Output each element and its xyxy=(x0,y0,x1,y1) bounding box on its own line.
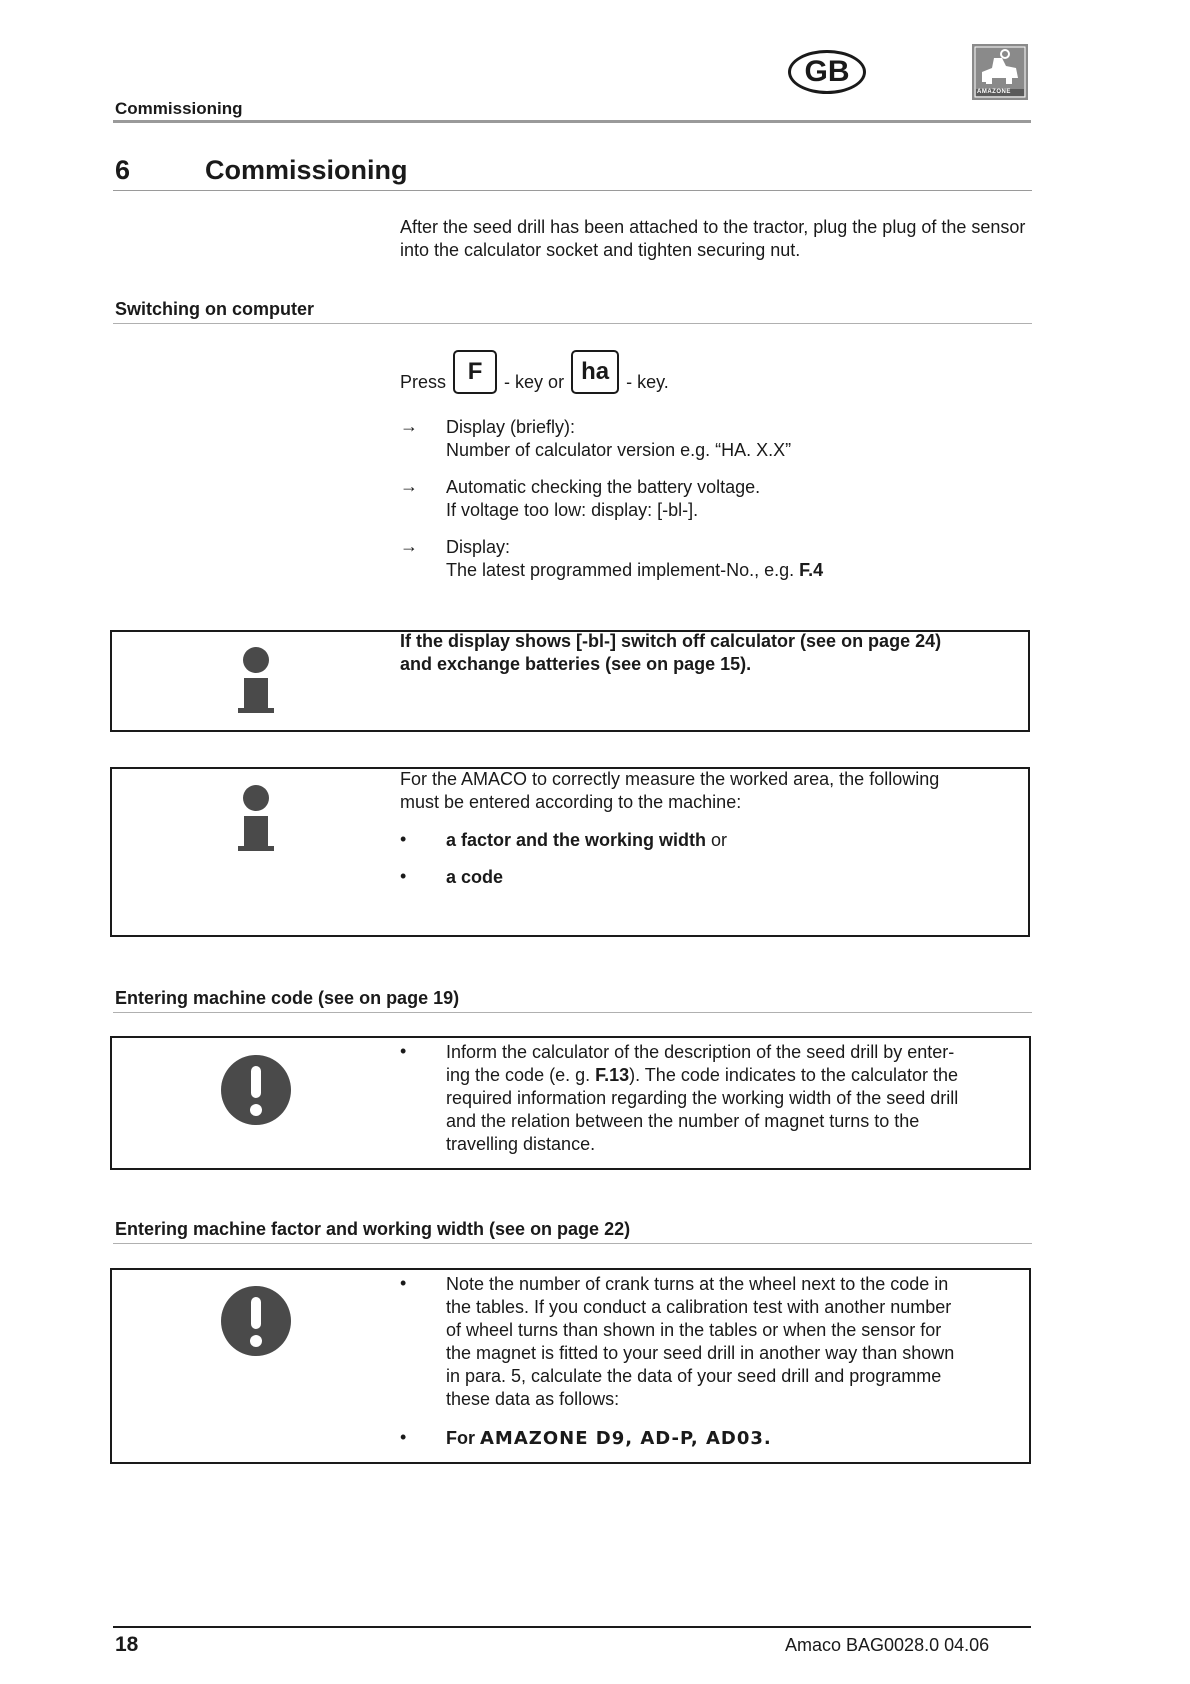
press-line xyxy=(400,350,669,400)
step-3-line1: Display: xyxy=(446,537,511,557)
bullet-icon: • xyxy=(400,1041,407,1061)
step-2-line2: If voltage too low: display: [-bl-]. xyxy=(446,500,699,520)
code-line-5: travelling distance. xyxy=(446,1134,596,1154)
machine-factor-text xyxy=(446,1273,1031,1411)
header-rule xyxy=(113,120,1031,123)
note-1-line1: If the display shows [-bl-] switch off calculator (see on page 24) xyxy=(400,631,942,651)
exclamation-icon xyxy=(220,1054,292,1131)
item-1-bold: a factor and the working width xyxy=(446,830,707,850)
factor-line-1: Note the number of crank turns at the wheel next to the code in xyxy=(446,1274,949,1294)
code-example: F.13 xyxy=(595,1065,630,1085)
running-header: Commissioning xyxy=(115,99,243,118)
language-badge: GB xyxy=(788,50,866,94)
bullet-icon: • xyxy=(400,866,407,886)
bullet-icon: • xyxy=(400,829,407,849)
code-line-3: required information regarding the working width of the seed drill xyxy=(446,1088,959,1108)
switching-rule xyxy=(113,323,1032,324)
note-2-line1: For the AMACO to correctly measure the worked area, the following xyxy=(400,769,940,789)
key-or-text: - key or xyxy=(504,372,565,392)
factor-line-5: in para. 5, calculate the data of your seed drill and programme xyxy=(446,1366,942,1386)
chapter-title: Commissioning xyxy=(205,155,408,185)
chapter-number: 6 xyxy=(115,155,131,185)
ha-key-icon: ha xyxy=(571,350,619,394)
bullet-icon: • xyxy=(400,1427,407,1447)
item-1-rest: or xyxy=(706,830,728,850)
machine-code-heading: Entering machine code (see on page 19) xyxy=(115,988,460,1008)
step-3-prefix: The latest programmed implement-No., e.g. xyxy=(446,560,800,580)
machine-code-rule xyxy=(113,1012,1032,1013)
step-1-line1: Display (briefly): xyxy=(446,417,576,437)
models-line xyxy=(446,1427,772,1450)
factor-line-3: of wheel turns than shown in the tables or when the sensor for xyxy=(446,1320,942,1340)
machine-code-text xyxy=(446,1041,1031,1156)
code-line-1: Inform the calculator of the description of the seed drill by enter- xyxy=(446,1042,955,1062)
note-2-item-2: a code xyxy=(446,867,504,887)
machine-factor-heading: Entering machine factor and working width (see on page 22) xyxy=(115,1219,631,1239)
model-names: AMAZONE D9, AD-P, AD03. xyxy=(480,1428,772,1449)
code-line-2-pre: ing the code (e. g. xyxy=(446,1065,596,1085)
f-key-icon: F xyxy=(453,350,497,394)
footer-rule xyxy=(113,1626,1031,1628)
factor-line-6: these data as follows: xyxy=(446,1389,620,1409)
info-icon xyxy=(236,783,276,858)
arrow-icon: → xyxy=(400,536,418,556)
step-1 xyxy=(446,416,791,462)
factor-line-4: the magnet is fitted to your seed drill in another way than shown xyxy=(446,1343,955,1363)
note-2-text xyxy=(400,768,1025,814)
note-2-line2: must be entered according to the machine: xyxy=(400,792,742,812)
step-2-line1: Automatic checking the battery voltage. xyxy=(446,477,761,497)
amazone-logo xyxy=(972,44,1028,100)
note-2-item-1 xyxy=(446,829,727,852)
code-line-4: and the relation between the number of magnet turns to the xyxy=(446,1111,920,1131)
step-3-line2 xyxy=(446,559,823,582)
bullet-icon: • xyxy=(400,1273,407,1293)
note-1-text xyxy=(400,630,1025,676)
for-label: For xyxy=(446,1428,480,1448)
exclamation-icon xyxy=(220,1285,292,1362)
key-end-text: - key. xyxy=(626,372,669,392)
page-number: 18 xyxy=(115,1633,139,1656)
step-3 xyxy=(446,536,823,582)
arrow-icon: → xyxy=(400,416,418,436)
code-line-2-post: ). The code indicates to the calculator the xyxy=(629,1065,959,1085)
info-icon xyxy=(236,645,276,720)
document-reference: Amaco BAG0028.0 04.06 xyxy=(785,1635,990,1655)
press-text: Press xyxy=(400,372,447,392)
machine-factor-rule xyxy=(113,1243,1032,1244)
note-1-line2: and exchange batteries (see on page 15). xyxy=(400,654,752,674)
code-line-2 xyxy=(446,1064,1031,1087)
intro-paragraph: After the seed drill has been attached to the tractor, plug the plug of the sensor into the calculator socket and tighten securing nut. xyxy=(400,217,1026,260)
switching-heading: Switching on computer xyxy=(115,299,315,319)
factor-line-2: the tables. If you conduct a calibration test with another number xyxy=(446,1297,952,1317)
step-1-line2: Number of calculator version e.g. “HA. X.X” xyxy=(446,440,792,460)
implement-number: F.4 xyxy=(799,560,824,580)
chapter-rule xyxy=(113,190,1032,191)
step-2 xyxy=(446,476,760,522)
logo-text: AMAZONE xyxy=(977,89,1011,95)
arrow-icon: → xyxy=(400,476,418,496)
